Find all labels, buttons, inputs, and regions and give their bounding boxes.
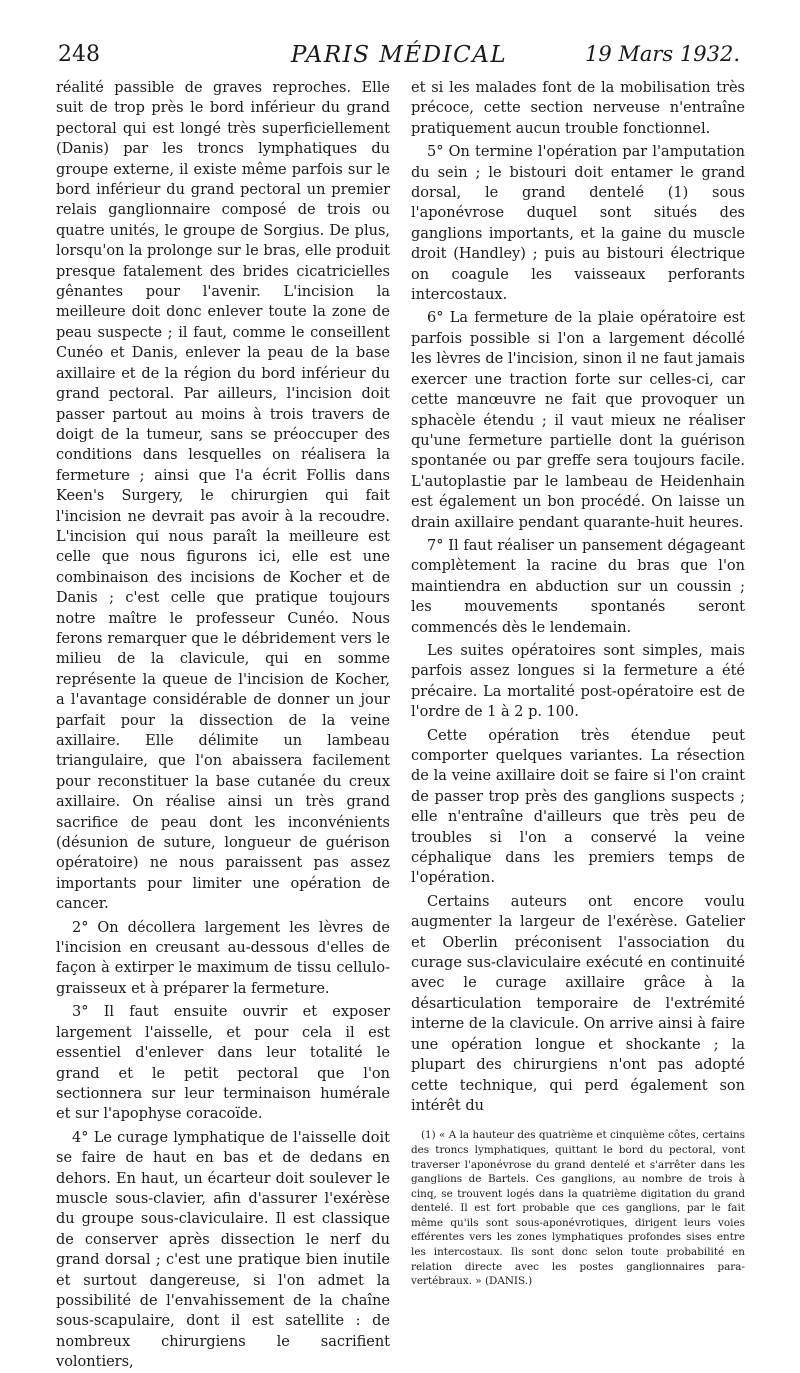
paragraph: 3° Il faut ensuite ouvrir et exposer largement l'aisselle, et pour cela il est essentiel d'enlever dans leur totalité le grand et le petit pectoral que l'on sectionnera sur leur terminaison humérale et sur l'apophyse coracoïde. [56, 1004, 390, 1123]
page-number: 248 [58, 42, 100, 67]
paragraph: 2° On décollera largement les lèvres de l'incision en creusant au-dessous d'elles de façon à extirper le maximum de tissu cellulo-graisseux et à préparer la fermeture. [56, 919, 390, 997]
footnote [411, 1128, 745, 1289]
issue-date: 19 Mars 1932. [584, 42, 740, 66]
paragraph: 7° Il faut réaliser un pansement dégageant complètement la racine du bras que l'on maintiendra en abduction sur un coussin ; les mouvements spontanés seront commencés dès le lendemain. [411, 537, 745, 636]
paragraph: 4° Le curage lymphatique de l'aisselle doit se faire de haut en bas et de dedans en dehors. En haut, un écarteur doit soulever le muscle sous-clavier, afin d'assurer l'exérèse du groupe sous-claviculaire. Il est classique de conserver après dissection le nerf du grand dorsal ; c'est une pratique bien inutile et surtout dangereuse, si l'on admet la possibilité de l'envahissement de la chaîne sous-scapulaire, dont il est satellite : de nombreux chirurgiens le sacrifient volontiers, [56, 1129, 390, 1371]
paragraph: Cette opération très étendue peut comporter quelques variantes. La résection de la veine axillaire doit se faire si l'on craint de passer trop près des ganglions suspects ; elle n'entraîne d'ailleurs que très peu de troubles si l'on a conservé la veine céphalique dans les premiers temps de l'opération. [411, 727, 745, 887]
right-column [411, 78, 745, 1289]
paragraph: 5° On termine l'opération par l'amputation du sein ; le bistouri doit entamer le grand dorsal, le grand dentelé (1) sous l'aponévrose duquel sont situés des ganglions importants, et la gaine du muscle droit (Handley) ; puis au bistouri électrique on coagule les vaisseaux perforants intercostaux. [411, 144, 745, 304]
footnote-text: (1) « A la hauteur des quatrième et cinquième côtes, certains des troncs lymphatiques, quittant le bord du pectoral, vont traverser l'aponévrose du grand dentelé et s'arrêter dans les ganglions de Bartels. Ces ganglions, au nombre de trois à cinq, se trouvent logés dans la quatrième digitation du grand dentelé. Il est fort probable que ces ganglions, par le fait même qu'ils sont sous-aponévrotiques, dirigent leurs voies efférentes vers les zones lymphatiques profondes sises entre les intercostaux. Ils sont donc selon toute probabilité en relation directe avec les postes ganglionnaires para-vertébraux. » (DANIS.) [411, 1129, 745, 1288]
paragraph: 6° La fermeture de la plaie opératoire est parfois possible si l'on a largement décollé les lèvres de l'incision, sinon il ne faut jamais exercer une traction forte sur celles-ci, car cette manœuvre ne fait que provoquer un sphacèle étendu ; il vaut mieux ne réaliser qu'une fermeture partielle dont la guérison spontanée ou par greffe sera toujours facile. L'autoplastie par le lambeau de Heidenhain est également un bon procédé. On laisse un drain axillaire pendant quarante-huit heures. [411, 310, 745, 531]
paragraph: réalité passible de graves reproches. Elle suit de trop près le bord inférieur du grand pectoral qui est longé très superficiellement (Danis) par les troncs lymphatiques du groupe externe, il existe même parfois sur le bord inférieur du grand pectoral un premier relais ganglionnaire composé de trois ou quatre unités, le groupe de Sorgius. De plus, lorsqu'on la prolonge sur le bras, elle produit presque fatalement des brides cicatricielles gênantes pour l'avenir. L'incision la meilleure doit donc enlever toute la zone de peau suspecte ; il faut, comme le conseillent Cunéo et Danis, enlever la peau de la base axillaire et de la région du bord inférieur du grand pectoral. Par ailleurs, l'incision doit passer partout au moins à trois travers de doigt de la tumeur, sans se préoccuper des conditions dans lesquelles on réalisera la fermeture ; ainsi que l'a écrit Follis dans Keen's Surgery, le chirurgien qui fait l'incision ne devrait pas avoir à la recoudre. L'incision qui nous paraît la meilleure est celle que nous figurons ici, elle est une combinaison des incisions de Kocher et de Danis ; c'est celle que pratique toujours notre maître le professeur Cunéo. Nous ferons remarquer que le débridement vers le milieu de la clavicule, qui en somme représente la queue de l'incision de Kocher, a l'avantage considérable de donner un jour parfait pour la dissection de la veine axillaire. Elle délimite un lambeau triangulaire, que l'on abaissera facilement pour reconstituer la base cutanée du creux axillaire. On réalise ainsi un très grand sacrifice de peau dont les inconvénients (désunion de suture, longueur de guérison opératoire) ne nous paraissent pas assez importants pour limiter une opération de cancer. [56, 80, 390, 913]
paragraph: et si les malades font de la mobilisation très précoce, cette section nerveuse n'entraîne pratiquement aucun trouble fonctionnel. [411, 80, 745, 137]
paragraph: Les suites opératoires sont simples, mais parfois assez longues si la fermeture a été précaire. La mortalité post-opératoire est de l'ordre de 1 à 2 p. 100. [411, 642, 745, 721]
left-column [56, 78, 390, 1373]
journal-title: PARIS MÉDICAL [290, 42, 508, 68]
running-header [58, 42, 740, 76]
paragraph: Certains auteurs ont encore voulu augmenter la largeur de l'exérèse. Gatelier et Oberlin préconisent l'association du curage sus-claviculaire exécuté en continuité avec le curage axillaire grâce à la désarticulation temporaire de l'extrémité interne de la clavicule. On arrive ainsi à faire une opération longue et shockante ; la plupart des chirurgiens n'ont pas adopté cette technique, qui perd également son intérêt du [411, 893, 745, 1114]
